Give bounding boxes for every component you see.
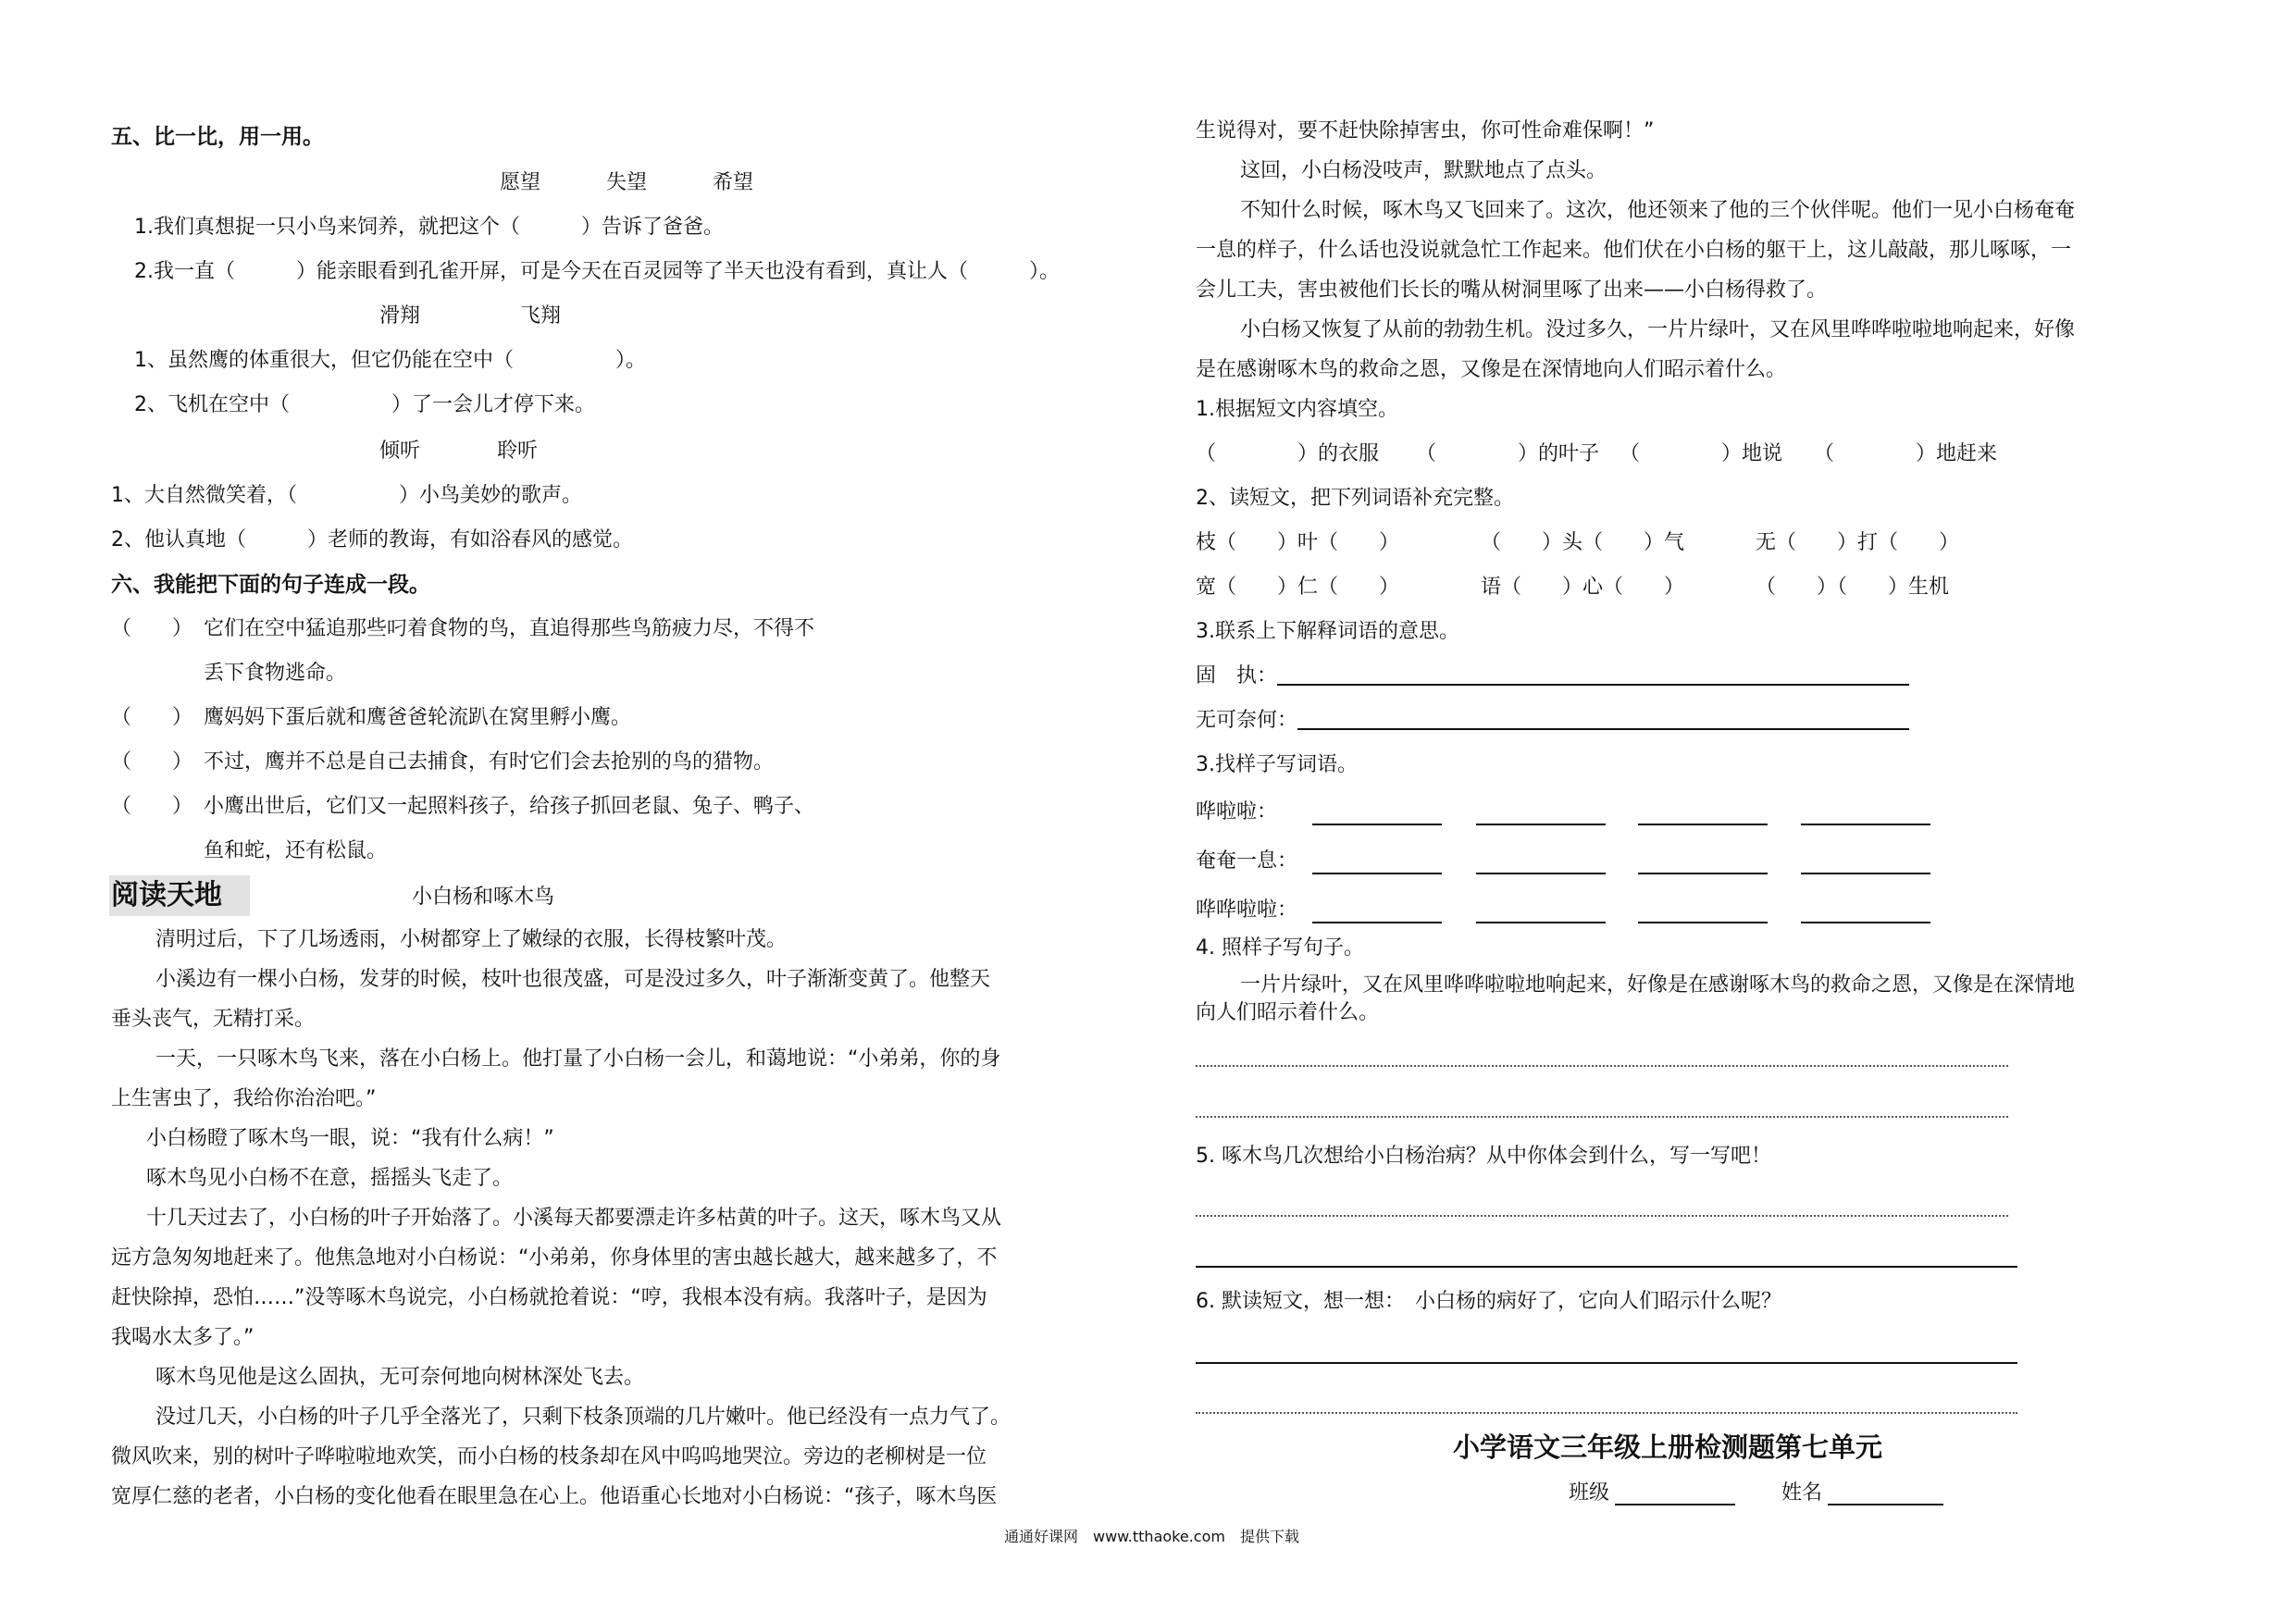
passage-line: 十几天过去了，小白杨的叶子开始落了。小溪每天都要漂走许多枯黄的叶子。这天，啄木鸟又从 <box>146 1207 1002 1230</box>
passage-line: 小白杨又恢复了从前的勃勃生机。没过多久，一片片绿叶，又在风里哗哗啦啦地响起来，好像 <box>1240 318 2076 341</box>
passage-line: 是在感谢啄木鸟的救命之恩，又像是在深情地向人们昭示着什么。 <box>1196 358 1787 381</box>
passage-line: 生说得对，要不赶快除掉害虫，你可性命难保啊！” <box>1196 119 1655 142</box>
word-option: 愿望 <box>500 171 541 194</box>
passage-line: 垂头丧气，无精打采。 <box>111 1008 316 1031</box>
passage-line: 没过几天，小白杨的叶子几乎全落光了，只剩下枝条顶端的几片嫩叶。他已经没有一点力气了。 <box>155 1406 1011 1429</box>
answer-line[interactable] <box>1196 1215 2008 1217</box>
order-sentence: 不过，鹰并不总是自己去捕食，有时它们会去抢别的鸟的猎物。 <box>204 750 775 774</box>
answer-line[interactable] <box>1312 873 1442 874</box>
q1-blank: （ ）的叶子 <box>1416 442 1600 465</box>
question-text: 2、他认真地（ ）老师的教诲，有如浴春风的感觉。 <box>111 528 633 551</box>
order-paren: （ ） <box>111 706 193 729</box>
word-option: 聆听 <box>497 440 539 463</box>
q3a-word: 固 执： <box>1196 664 1278 688</box>
class-label: 班级 <box>1569 1481 1610 1505</box>
q2-label: 2、读短文，把下列词语补充完整。 <box>1196 487 1514 510</box>
answer-line[interactable] <box>1297 728 1909 730</box>
answer-line[interactable] <box>1312 922 1442 923</box>
q3b-word: 哗哗啦啦： <box>1196 898 1298 922</box>
answer-line[interactable] <box>1196 1266 2017 1268</box>
order-paren: （ ） <box>111 750 193 774</box>
q3a-word: 无可奈何： <box>1196 709 1298 732</box>
q3b-word: 奄奄一息： <box>1196 849 1298 873</box>
answer-line[interactable] <box>1638 824 1768 825</box>
q2-word: 枝（ ）叶（ ） <box>1196 531 1400 554</box>
word-option: 失望 <box>606 171 648 194</box>
passage-line: 这回，小白杨没吱声，默默地点了点头。 <box>1240 159 1607 182</box>
q3b-word: 哗啦啦： <box>1196 800 1278 824</box>
answer-line[interactable] <box>1196 1116 2008 1118</box>
order-sentence: 小鹰出世后，它们又一起照料孩子，给孩子抓回老鼠、兔子、鸭子、 <box>204 795 815 818</box>
passage-line: 清明过后，下了几场透雨，小树都穿上了嫩绿的衣服，长得枝繁叶茂。 <box>155 928 788 951</box>
passage-line: 小溪边有一棵小白杨，发芽的时候，枝叶也很茂盛，可是没过多久，叶子渐渐变黄了。他整天 <box>155 968 991 991</box>
answer-line[interactable] <box>1476 873 1606 874</box>
word-option: 飞翔 <box>520 304 562 328</box>
q1-blank: （ ）地说 <box>1620 442 1783 465</box>
passage-line: 宽厚仁慈的老者，小白杨的变化他看在眼里急在心上。他语重心长地对小白杨说：“孩子，啄木鸟医 <box>111 1485 998 1508</box>
answer-line[interactable] <box>1476 922 1606 923</box>
question-text: 2、飞机在空中（ ）了一会儿才停下来。 <box>134 393 595 416</box>
question-text: 2.我一直（ ）能亲眼看到孔雀开屏，可是今天在百灵园等了半天也没有看到，真让人（ ）。 <box>134 260 1060 283</box>
answer-line[interactable] <box>1196 1412 2017 1414</box>
q1-blank: （ ）的衣服 <box>1196 442 1380 465</box>
answer-line[interactable] <box>1801 824 1930 825</box>
reading-title: 小白杨和啄木鸟 <box>412 886 555 909</box>
answer-line[interactable] <box>1196 1362 2017 1364</box>
answer-line[interactable] <box>1476 824 1606 825</box>
test-title: 小学语文三年级上册检测题第七单元 <box>1453 1431 1883 1463</box>
question-text: 1、大自然微笑着，（ ）小鸟美妙的歌声。 <box>111 484 582 507</box>
passage-line: 上生害虫了，我给你治治吧。” <box>111 1087 377 1110</box>
q1-blank: （ ）地赶来 <box>1814 442 1998 465</box>
passage-line: 不知什么时候，啄木鸟又飞回来了。这次，他还领来了他的三个伙伴呢。他们一见小白杨奄奄 <box>1240 199 2076 222</box>
passage-line: 会儿工夫，害虫被他们长长的嘴从树洞里啄了出来——小白杨得救了。 <box>1196 279 1828 302</box>
word-option: 滑翔 <box>379 304 421 328</box>
q6-label: 6. 默读短文，想一想： 小白杨的病好了，它向人们昭示什么呢？ <box>1196 1290 1781 1313</box>
question-text: 1、虽然鹰的体重很大，但它仍能在空中（ ）。 <box>134 349 646 372</box>
passage-line: 一息的样子，什么话也没说就急忙工作起来。他们伏在小白杨的躯干上，这儿敲敲，那儿啄啄，一 <box>1196 239 2072 262</box>
passage-line: 啄木鸟见小白杨不在意，摇摇头飞走了。 <box>146 1167 514 1190</box>
q5-label: 5. 啄木鸟几次想给小白杨治病？从中你体会到什么，写一写吧！ <box>1196 1145 1771 1168</box>
passage-line: 赶快除掉，恐怕……”没等啄木鸟说完，小白杨就抢着说：“哼，我根本没有病。我落叶子，是因为 <box>111 1286 987 1309</box>
order-sentence: 鹰妈妈下蛋后就和鹰爸爸轮流趴在窝里孵小鹰。 <box>204 706 632 729</box>
q4-label: 4. 照样子写句子。 <box>1196 936 1364 960</box>
word-option: 倾听 <box>379 440 421 463</box>
answer-line[interactable] <box>1196 1065 2008 1067</box>
name-field[interactable] <box>1828 1504 1943 1505</box>
answer-line[interactable] <box>1638 873 1768 874</box>
q4-example: 向人们昭示着什么。 <box>1196 1001 1380 1024</box>
word-option: 希望 <box>713 171 754 194</box>
answer-line[interactable] <box>1801 873 1930 874</box>
reading-banner: 阅读天地 <box>111 879 222 911</box>
name-label: 姓名 <box>1781 1481 1823 1505</box>
question-text: 1.我们真想捉一只小鸟来饲养，就把这个（ ）告诉了爸爸。 <box>134 216 724 239</box>
q2-word: 宽（ ）仁（ ） <box>1196 576 1400 599</box>
q3a-label: 3.联系上下解释词语的意思。 <box>1196 620 1459 643</box>
footer-source: 通通好课网 www.tthaoke.com 提供下载 <box>1004 1528 1299 1545</box>
passage-line: 我喝水太多了。” <box>111 1326 254 1349</box>
class-field[interactable] <box>1615 1504 1735 1505</box>
passage-line: 小白杨瞪了啄木鸟一眼，说：“我有什么病！” <box>146 1127 554 1150</box>
order-sentence: 它们在空中猛追那些叼着食物的鸟，直追得那些鸟筋疲力尽，不得不 <box>204 617 815 640</box>
passage-line: 啄木鸟见他是这么固执，无可奈何地向树林深处飞去。 <box>155 1366 645 1389</box>
q4-example: 一片片绿叶，又在风里哗哗啦啦地响起来，好像是在感谢啄木鸟的救命之恩，又像是在深情地 <box>1240 973 2076 997</box>
q3b-label: 3.找样子写词语。 <box>1196 753 1358 776</box>
q1-label: 1.根据短文内容填空。 <box>1196 398 1398 421</box>
order-paren: （ ） <box>111 617 193 640</box>
q2-word: 语（ ）心（ ） <box>1481 576 1685 599</box>
order-sentence-cont: 丢下食物逃命。 <box>204 662 347 685</box>
order-paren: （ ） <box>111 795 193 818</box>
section5-heading: 五、比一比，用一用。 <box>111 125 324 149</box>
order-sentence-cont: 鱼和蛇，还有松鼠。 <box>204 839 388 862</box>
passage-line: 远方急匆匆地赶来了。他焦急地对小白杨说：“小弟弟，你身体里的害虫越长越大，越来越多了，不 <box>111 1246 998 1270</box>
q2-word: 无（ ）打（ ） <box>1756 531 1960 554</box>
q2-word: （ ）头（ ）气 <box>1481 531 1685 554</box>
answer-line[interactable] <box>1312 824 1442 825</box>
passage-line: 微风吹来，别的树叶子哗啦啦地欢笑，而小白杨的枝条却在风中呜呜地哭泣。旁边的老柳树是一位 <box>111 1445 987 1468</box>
passage-line: 一天，一只啄木鸟飞来，落在小白杨上。他打量了小白杨一会儿，和蔼地说：“小弟弟，你的身 <box>155 1047 1001 1071</box>
answer-line[interactable] <box>1638 922 1768 923</box>
section6-heading: 六、我能把下面的句子连成一段。 <box>111 573 430 597</box>
answer-line[interactable] <box>1277 684 1909 686</box>
q2-word: （ ）（ ）生机 <box>1756 576 1950 599</box>
answer-line[interactable] <box>1801 922 1930 923</box>
